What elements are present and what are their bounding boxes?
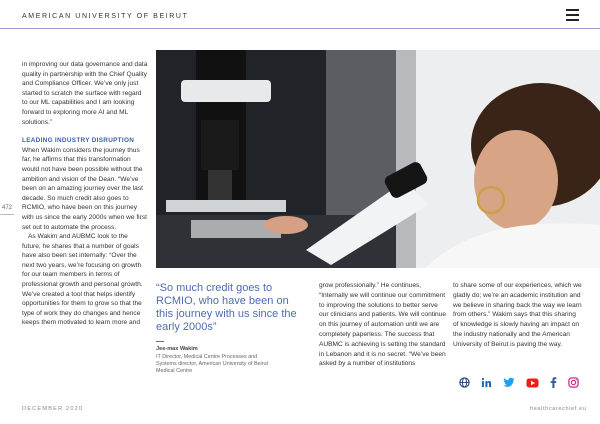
instagram-icon[interactable] xyxy=(568,375,579,393)
social-links xyxy=(459,378,579,390)
pull-quote: “So much credit goes to RCMIO, who have been on this journey with us since the early 2000s” xyxy=(156,282,297,333)
page-header xyxy=(0,0,600,32)
article-right-column xyxy=(453,281,583,350)
footer-website[interactable]: healthcarechief.eu xyxy=(530,406,587,412)
footer-date: DECEMBER 2020 xyxy=(22,406,84,412)
lab-microscope-photo xyxy=(156,50,600,268)
paragraph: When Wakim considers the journey thus far, he affirms that this transformation would not have been possible without the ambition and vision of the Dean. “We’ve been on an amazing journey over the last decade. So much credit also goes to RCMIO, who have been on this journey with us since the early 2000s when we first set out to automate the process. xyxy=(22,146,147,231)
quote-attribution-name: Jee-max Wakim xyxy=(156,346,198,352)
header-divider xyxy=(0,28,600,29)
paragraph: As Wakim and AUBMC look to the future, he shares that a number of goals have also been set internally: “Over the next two years, we’re focusing on growth for our team members in terms of professional growth and personal growth. We’ve created a tool that helps identify opportunities for them to grow so that the type of work they do changes and hence keeps them motivated to learn more and xyxy=(22,233,143,327)
facebook-icon[interactable] xyxy=(550,375,557,393)
paragraph: grow professionally.” He continues, “Internally we will continue our commitment to improving the solutions to better serve our clinicians and patients. We will continue on this journey of automation until we are completely paperless. The success that AUBMC is achieving is setting the standard in Lebanon and it is no secret. “We’ve been asked by a number of institutions xyxy=(319,282,447,368)
hamburger-menu-icon[interactable] xyxy=(566,9,579,21)
page-number-rule xyxy=(0,214,14,215)
article-middle-column xyxy=(319,281,449,369)
paragraph: to share some of our experiences, which we gladly do; we’re an academic institution and we believe in sharing back the way we learn from others.” Wakim says that this sharing of knowledge is slowly having an impact on the industry nationally and the American University of Beirut is paving the way. xyxy=(453,282,582,348)
article-left-column xyxy=(22,60,148,328)
globe-icon[interactable] xyxy=(459,375,470,393)
linkedin-icon[interactable] xyxy=(481,375,492,393)
youtube-icon[interactable] xyxy=(526,375,539,393)
page-number: 472 xyxy=(2,205,13,211)
quote-attribution-role: IT Director, Medical Centre Processes and Systems director, American University of Beirut Medical Centre xyxy=(156,354,269,375)
section-subheading: LEADING INDUSTRY DISRUPTION xyxy=(22,137,135,145)
paragraph: in improving our data governance and data quality in partnership with the Chief Quality and Compliance Officer. We’ve only just started to scratch the surface with regard to our ML capabilities and I am looking forward to exploring more AI and ML solutions.” xyxy=(22,61,148,126)
pull-quote-rule xyxy=(156,341,164,342)
publication-title: AMERICAN UNIVERSITY OF BEIRUT xyxy=(22,13,189,20)
twitter-icon[interactable] xyxy=(503,375,515,393)
